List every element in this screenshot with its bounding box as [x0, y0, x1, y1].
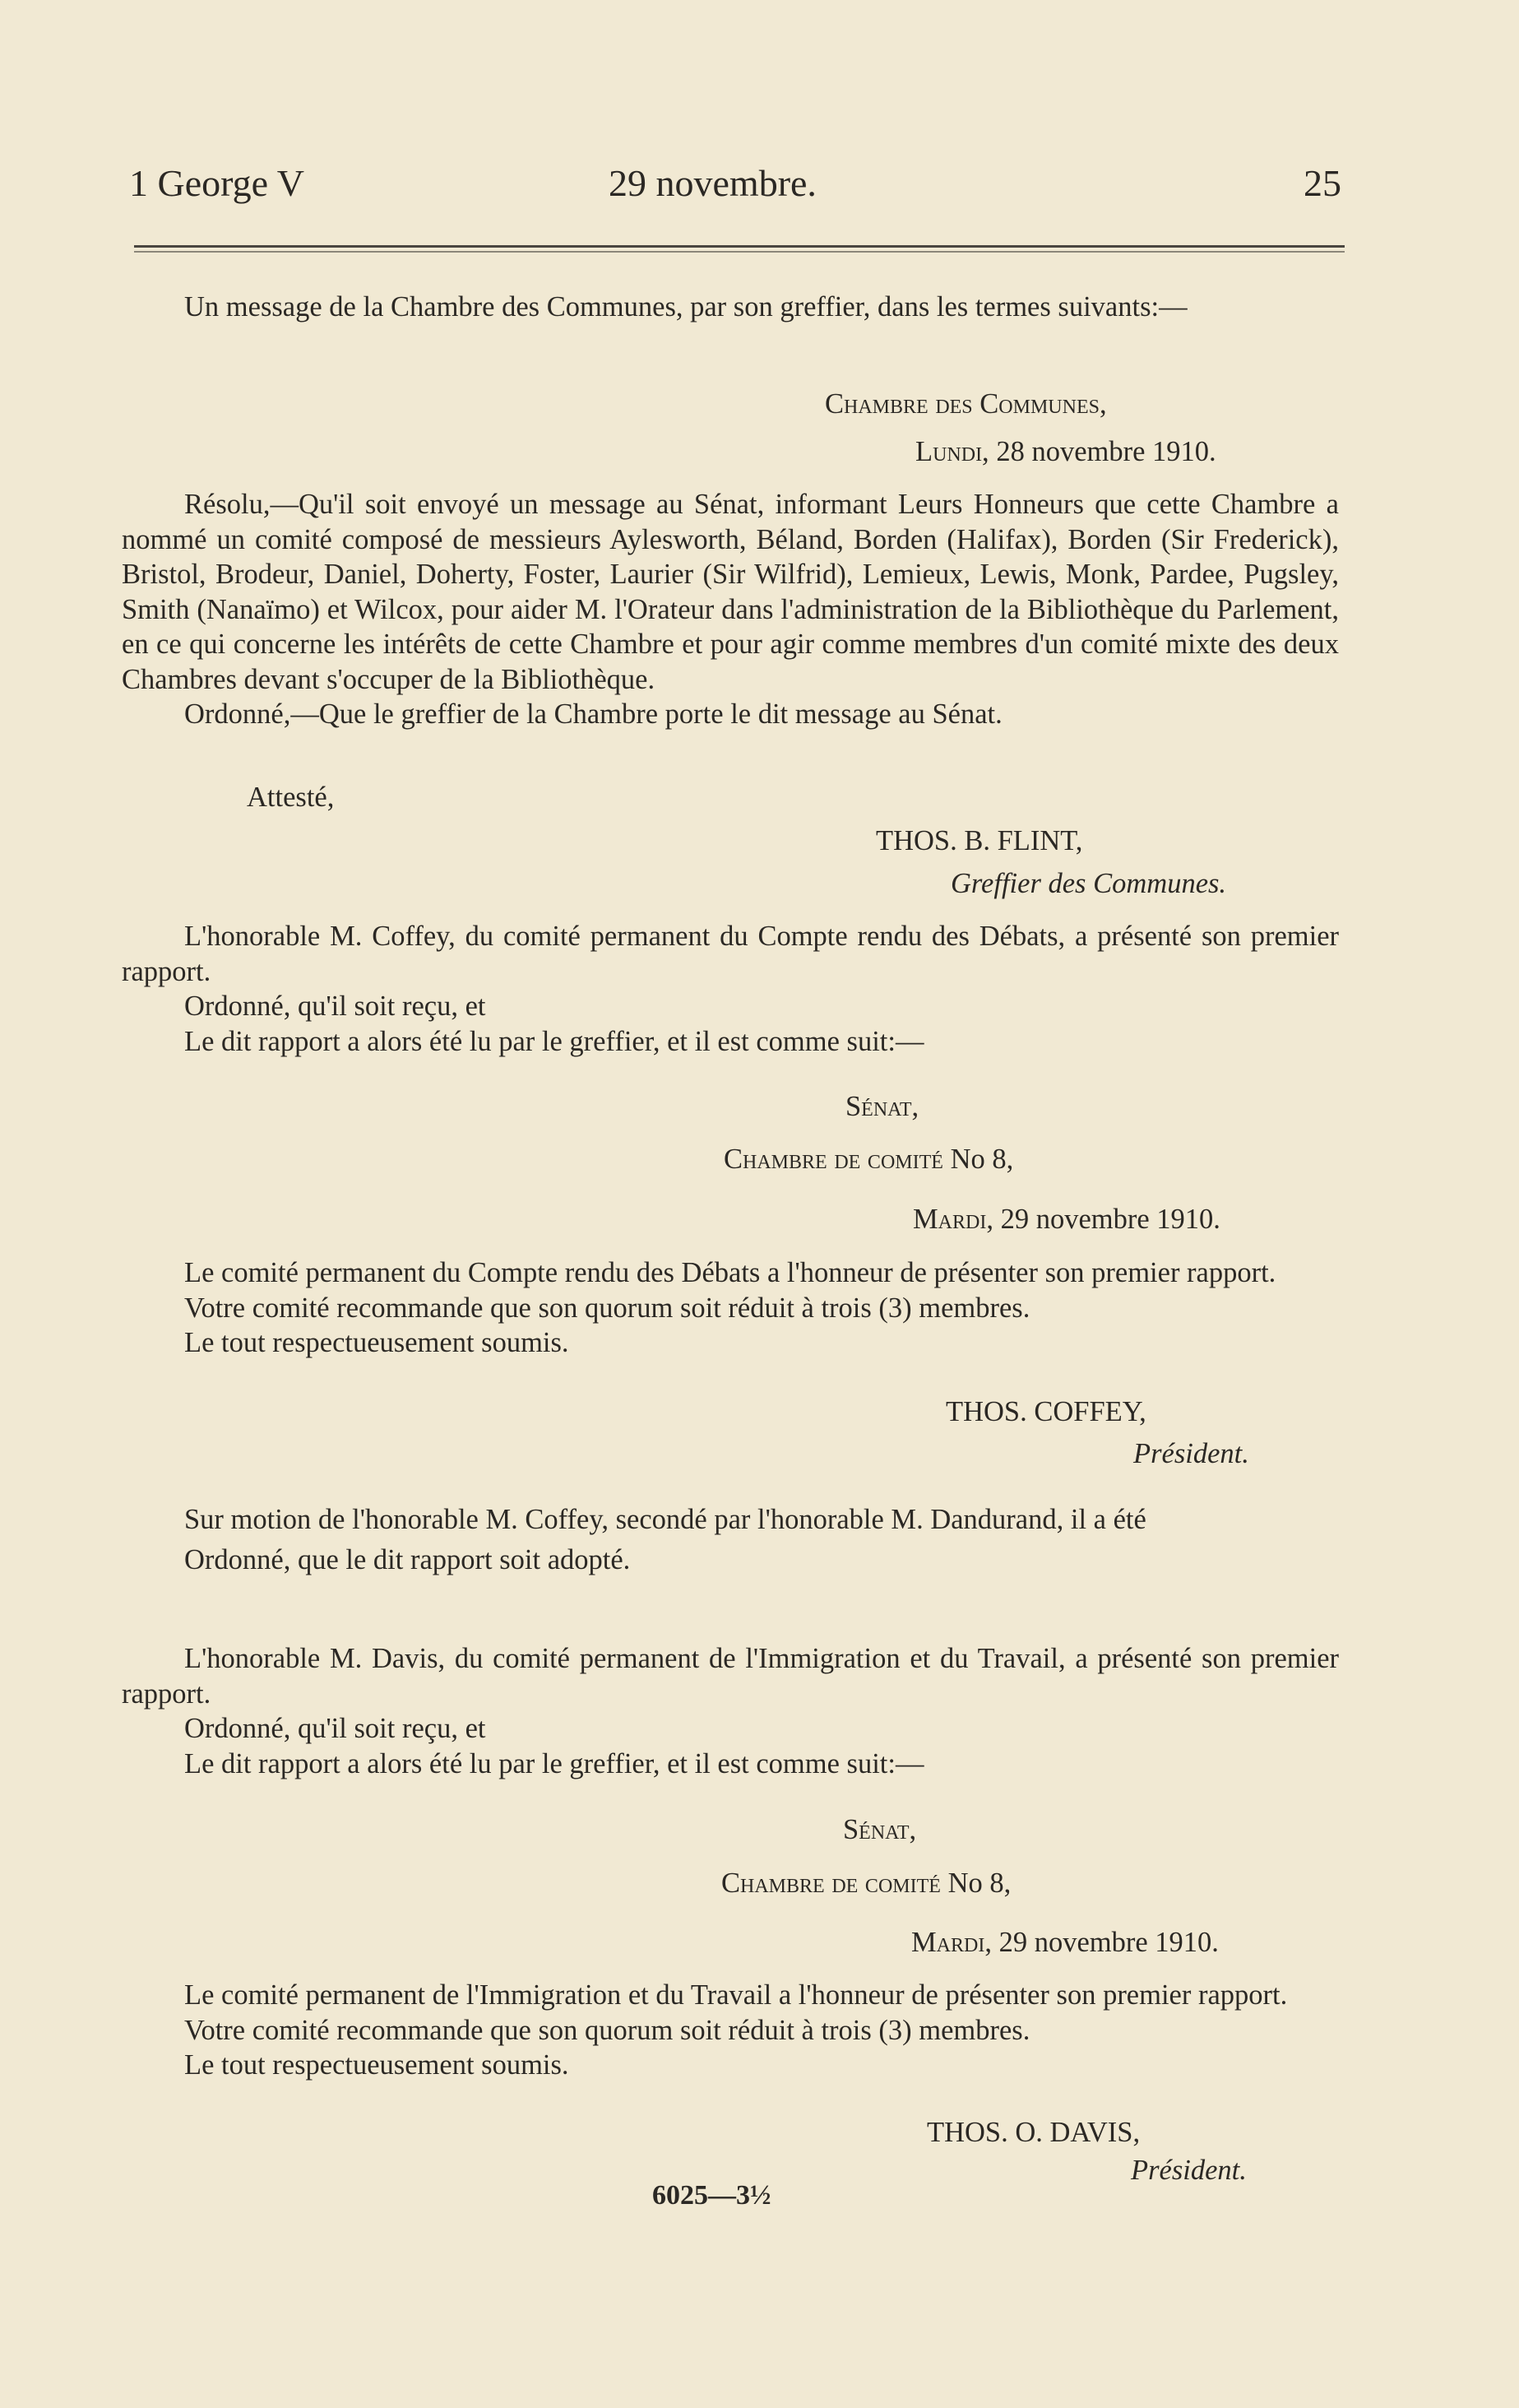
davis-quorum: Votre comité recommande que son quorum soit réduit à trois (3) membres.	[184, 2014, 1030, 2046]
coffey-senat: Sénat,	[845, 1091, 919, 1122]
coffey-intro: L'honorable M. Coffey, du comité permanent du Compte rendu des Débats, a présenté son premier rapport.	[122, 921, 1339, 987]
davis-report: Le comité permanent de l'Immigration et du Travail a l'honneur de présenter son premier rapport.	[184, 1979, 1288, 2011]
message-body	[122, 487, 1339, 732]
header-session: 1 George V	[129, 162, 304, 204]
davis-chambre-number: No 8,	[947, 1867, 1012, 1899]
davis-senat: Sénat,	[843, 1814, 917, 1845]
coffey-motion-block	[122, 1502, 1339, 1577]
coffey-submitted: Le tout respectueusement soumis.	[184, 1327, 569, 1358]
coffey-report: Le comité permanent du Compte rendu des Débats a l'honneur de présenter son premier rapport.	[184, 1257, 1276, 1288]
coffey-chambre	[724, 1144, 1013, 1176]
coffey-received: Ordonné, qu'il soit reçu, et	[184, 991, 486, 1022]
davis-intro-block	[122, 1641, 1339, 1781]
coffey-quorum: Votre comité recommande que son quorum soit réduit à trois (3) membres.	[184, 1292, 1030, 1324]
coffey-date	[913, 1204, 1220, 1236]
davis-signer: THOS. O. DAVIS,	[927, 2117, 1141, 2148]
header-rule-2	[134, 251, 1345, 253]
coffey-chambre-number: No 8,	[950, 1144, 1014, 1175]
coffey-chambre-label: Chambre de comité	[724, 1144, 943, 1175]
message-order: Ordonné,—Que le greffier de la Chambre porte le dit message au Sénat.	[184, 698, 1003, 730]
coffey-date-day: Mardi,	[913, 1204, 993, 1235]
coffey-motion: Sur motion de l'honorable M. Coffey, secondé par l'honorable M. Dandurand, il a été	[184, 1504, 1146, 1535]
davis-date-day: Mardi,	[911, 1927, 992, 1958]
davis-date	[911, 1927, 1219, 1959]
header-rule	[134, 245, 1345, 248]
davis-submitted: Le tout respectueusement soumis.	[184, 2049, 569, 2081]
header-date: 29 novembre.	[609, 162, 817, 204]
coffey-report-block	[122, 1255, 1339, 1361]
coffey-adopted: Ordonné, que le dit rapport soit adopté.	[184, 1543, 631, 1575]
coffey-signer: THOS. COFFEY,	[946, 1396, 1146, 1427]
header-page-number: 25	[1304, 162, 1341, 204]
message-signer-title: Greffier des Communes.	[951, 868, 1227, 899]
coffey-signer-title: Président.	[1133, 1438, 1249, 1469]
message-attest: Attesté,	[247, 782, 335, 813]
message-date	[915, 436, 1216, 468]
coffey-date-rest: 29 novembre 1910.	[1000, 1204, 1220, 1235]
coffey-intro-block	[122, 919, 1339, 1059]
davis-received: Ordonné, qu'il soit reçu, et	[184, 1713, 486, 1744]
davis-chambre	[721, 1867, 1011, 1900]
message-signer: THOS. B. FLINT,	[876, 825, 1083, 856]
coffey-read: Le dit rapport a alors été lu par le greffier, et il est comme suit:—	[184, 1025, 924, 1057]
message-resolution: Résolu,—Qu'il soit envoyé un message au Sénat, informant Leurs Honneurs que cette Chambre a nommé un comité composé de messieurs Aylesworth, Béland, Borden (Halifax), Borden (Sir Frederick), Bristol, Brodeur, Daniel, Doherty, Foster, Laurier (Sir Wilfrid), Lemieux, Lewis, Monk, Pardee, Pugsley, Smith (Nanaïmo) et Wilcox, pour aider M. l'Orateur dans l'administration de la Bibliothèque du Parlement, en ce qui concerne les intérêts de cette Chambre et pour agir comme membres d'un comité mixte des deux Chambres devant s'occuper de la Bibliothèque.	[122, 489, 1339, 695]
davis-report-block	[122, 1978, 1339, 2083]
message-intro: Un message de la Chambre des Communes, par son greffier, dans les termes suivants:—	[184, 291, 1188, 322]
davis-date-rest: 29 novembre 1910.	[998, 1927, 1219, 1958]
message-date-day: Lundi,	[915, 436, 989, 467]
davis-chambre-label: Chambre de comité	[721, 1867, 941, 1899]
davis-intro: L'honorable M. Davis, du comité permanent de l'Immigration et du Travail, a présenté son premier rapport.	[122, 1643, 1339, 1710]
message-block	[122, 290, 1339, 325]
message-date-rest: 28 novembre 1910.	[996, 436, 1216, 467]
davis-read: Le dit rapport a alors été lu par le greffier, et il est comme suit:—	[184, 1747, 924, 1779]
davis-signer-title: Président.	[1131, 2155, 1247, 2186]
footer-signature-mark: 6025—3½	[652, 2180, 771, 2211]
message-heading: Chambre des Communes,	[825, 388, 1107, 420]
